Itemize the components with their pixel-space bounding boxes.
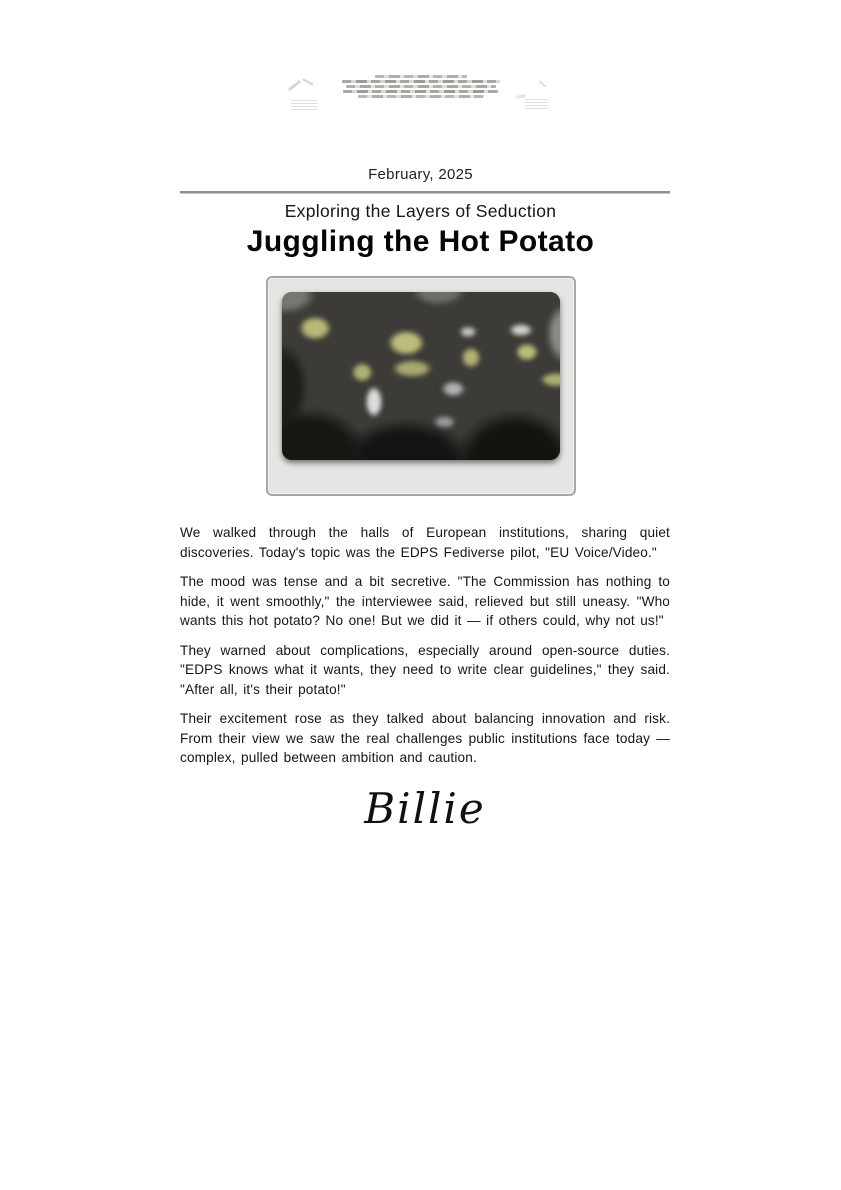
paragraph: The mood was tense and a bit secretive. "The Commission has nothing to hide, it went smoothly," the interviewee said, relieved but still uneasy. "Who wants this hot potato? No one! But we did it — if others could, why not us!" xyxy=(180,574,670,628)
author-signature: Billie xyxy=(364,783,486,833)
seal-microtext xyxy=(525,99,548,109)
masthead xyxy=(0,0,841,119)
right-seal-icon xyxy=(512,73,562,119)
article-body xyxy=(180,523,670,833)
left-seal-icon xyxy=(280,73,330,119)
page-subtitle: Exploring the Layers of Seduction xyxy=(284,201,557,221)
photo-artwork xyxy=(282,292,560,460)
letterhead-line xyxy=(342,80,500,83)
paragraph: They warned about complications, especially around open-source duties. "EDPS knows what it wants, they need to write clear guidelines," they said. "After all, it's their potato!" xyxy=(180,642,670,697)
letterhead-line xyxy=(346,85,496,88)
page-title: Juggling the Hot Potato xyxy=(246,225,595,258)
photo-frame xyxy=(266,276,576,496)
paragraph: Their excitement rose as they talked about balancing innovation and risk. From their view we saw the real challenges public institutions face today — complex, pulled between ambition and caution. xyxy=(180,711,670,765)
letterhead-line xyxy=(343,90,499,93)
group-conversation-photo xyxy=(282,292,560,460)
seal-highlight xyxy=(538,80,546,87)
seal-highlight xyxy=(302,78,314,85)
divider-rule xyxy=(180,191,670,194)
letterhead-fine-print xyxy=(340,75,502,98)
issue-date: February, 2025 xyxy=(368,166,473,183)
seal-microtext xyxy=(291,100,318,110)
letterhead-line xyxy=(375,75,467,78)
letterhead-line xyxy=(358,95,484,98)
paragraph: We walked through the halls of European institutions, sharing quiet discoveries. Today's topic was the EDPS Fediverse pilot, "EU Voice/Video." xyxy=(180,525,670,560)
seal-highlight xyxy=(287,80,301,92)
